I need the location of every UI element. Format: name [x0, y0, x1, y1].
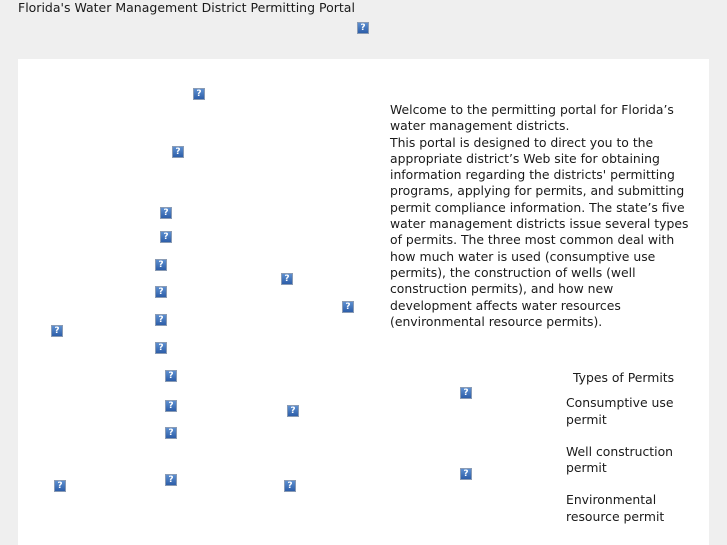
intro-text	[390, 102, 695, 330]
broken-image-icon[interactable]: ?	[160, 207, 172, 219]
broken-image-icon[interactable]: ?	[281, 273, 293, 285]
broken-image-icon[interactable]: ?	[460, 387, 472, 399]
broken-image-icon[interactable]: ?	[155, 314, 167, 326]
environmental-resource-permit-link[interactable]: Environmental resource permit	[566, 492, 665, 524]
permit-types-list	[566, 370, 706, 525]
page-title: Florida's Water Management District Permitting Portal	[18, 0, 355, 15]
broken-image-icon[interactable]: ?	[155, 342, 167, 354]
broken-image-icon[interactable]: ?	[165, 427, 177, 439]
consumptive-use-permit-link[interactable]: Consumptive use permit	[566, 395, 674, 427]
broken-image-icon[interactable]: ?	[155, 286, 167, 298]
well-construction-permit-link[interactable]: Well construction permit	[566, 443, 674, 476]
broken-image-icon[interactable]: ?	[193, 88, 205, 100]
broken-image-icon[interactable]: ?	[165, 400, 177, 412]
broken-image-icon[interactable]: ?	[155, 259, 167, 271]
intro-welcome: Welcome to the permitting portal for Florida’s water management districts.	[390, 102, 674, 134]
broken-image-icon[interactable]: ?	[342, 301, 354, 313]
broken-image-icon[interactable]: ?	[165, 370, 177, 382]
broken-image-icon[interactable]: ?	[165, 474, 177, 486]
broken-image-icon[interactable]: ?	[172, 146, 184, 158]
broken-image-icon[interactable]: ?	[54, 480, 66, 492]
broken-image-icon[interactable]: ?	[160, 231, 172, 243]
broken-image-icon[interactable]: ?	[460, 468, 472, 480]
broken-image-icon[interactable]: ?	[51, 325, 63, 337]
permit-types-heading: Types of Permits	[573, 370, 675, 385]
intro-description: This portal is designed to direct you to the appropriate district’s Web site for obtaining information regarding the districts' permitting programs, applying for permits, and submitting permit compliance information. The state’s five water management districts issue several types of permits. The three most common deal with how much water is used (consumptive use permits), the construction of wells (well construction permits), and how new development affects water resources (environmental resource permits).	[390, 134, 689, 329]
broken-image-icon: ?	[357, 22, 369, 34]
broken-image-icon[interactable]: ?	[284, 480, 296, 492]
broken-image-icon[interactable]: ?	[287, 405, 299, 417]
